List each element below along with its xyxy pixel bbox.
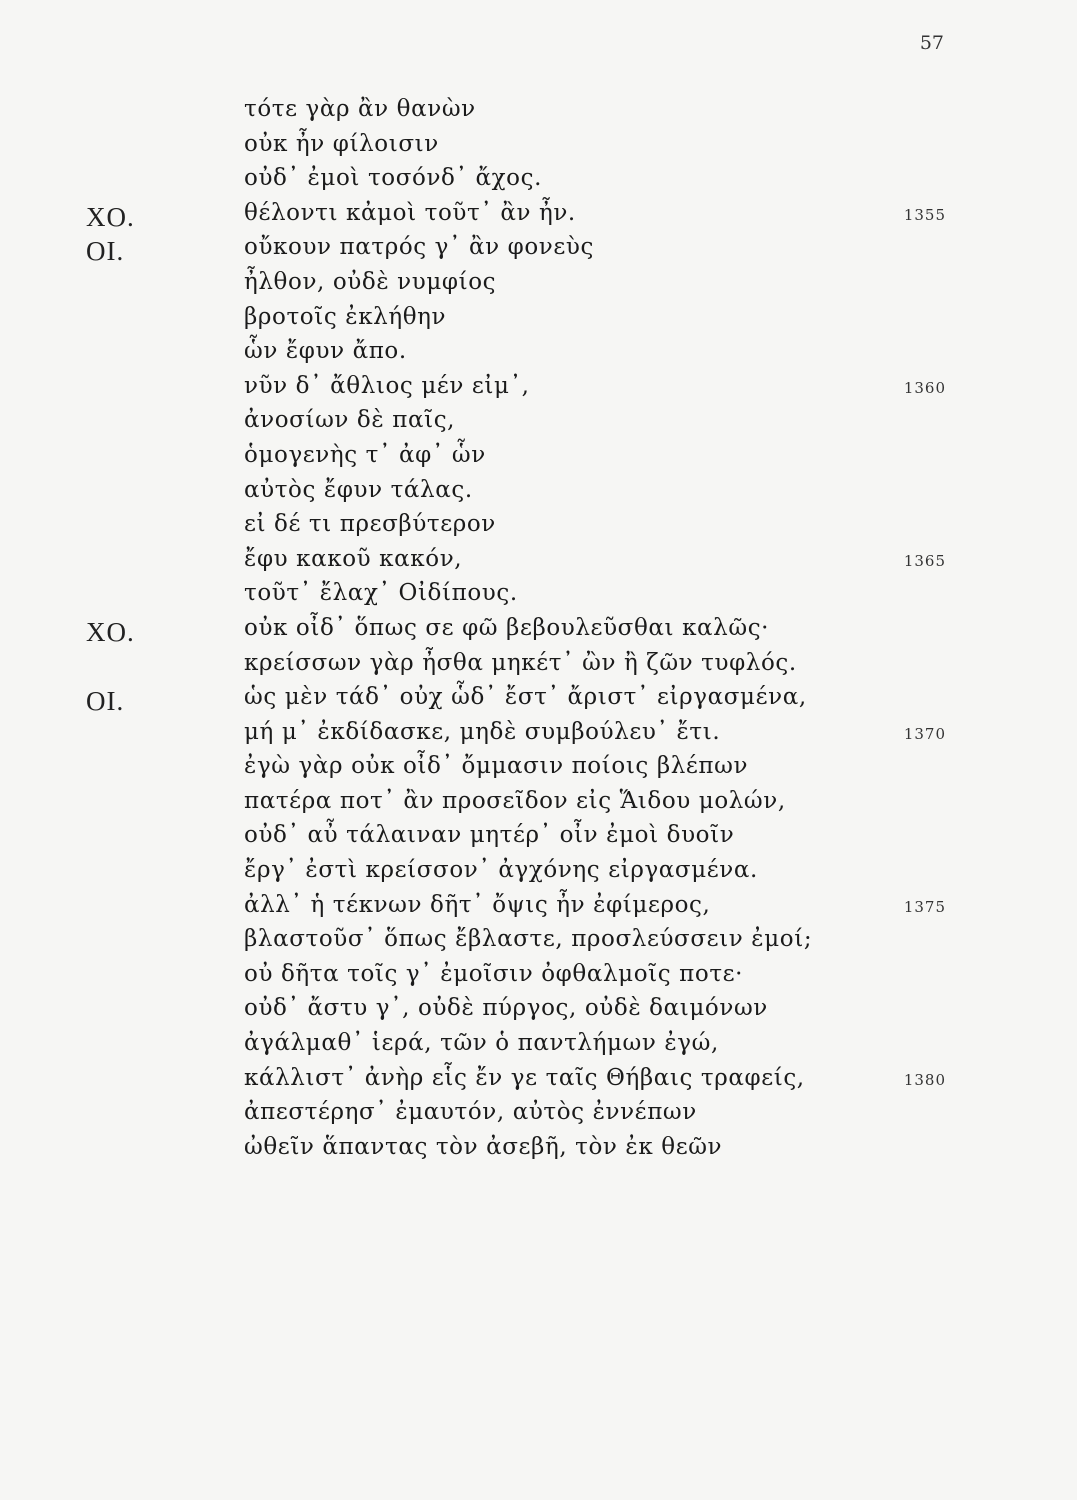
verse-line bbox=[0, 995, 1077, 1030]
verse-line bbox=[0, 822, 1077, 857]
verse-line bbox=[0, 961, 1077, 996]
verse-text: αὐτὸς ἔφυν τάλας. bbox=[244, 476, 473, 503]
verse-line bbox=[0, 580, 1077, 615]
speaker-label: ΧΟ. bbox=[86, 201, 135, 232]
verse-line bbox=[0, 546, 1077, 581]
verse-line bbox=[0, 511, 1077, 546]
verse-line bbox=[0, 96, 1077, 131]
verse-line bbox=[0, 200, 1077, 235]
verse-line bbox=[0, 684, 1077, 719]
verse-line bbox=[0, 338, 1077, 373]
verse-text: κρείσσων γὰρ ἦσθα μηκέτ᾽ ὢν ἢ ζῶν τυφλός. bbox=[244, 649, 797, 676]
verse-text: ἔφυ κακοῦ κακόν, bbox=[244, 545, 463, 572]
verse-line bbox=[0, 788, 1077, 823]
speaker-label: ΧΟ. bbox=[86, 616, 135, 647]
verse-line bbox=[0, 442, 1077, 477]
verse-text: κάλλιστ᾽ ἀνὴρ εἷς ἔν γε ταῖς Θήβαις τραφείς, bbox=[244, 1064, 805, 1091]
verse-line bbox=[0, 1030, 1077, 1065]
verse-text: οὐκ ἦν φίλοισιν bbox=[244, 130, 439, 157]
verse-text: οὐδ᾽ ἐμοὶ τοσόνδ᾽ ἄχος. bbox=[244, 165, 543, 192]
verse-line bbox=[0, 1065, 1077, 1100]
verse-line bbox=[0, 304, 1077, 339]
page-number: 57 bbox=[919, 32, 944, 54]
verse-text: οὐδ᾽ αὖ τάλαιναν μητέρ᾽ οἶν ἐμοὶ δυοῖν bbox=[244, 822, 735, 849]
verse-line bbox=[0, 234, 1077, 269]
verse-line bbox=[0, 131, 1077, 166]
verse-line bbox=[0, 857, 1077, 892]
verse-text: εἰ δέ τι πρεσβύτερον bbox=[244, 511, 496, 538]
line-number: 1370 bbox=[903, 724, 946, 743]
line-number: 1365 bbox=[903, 551, 946, 570]
verse-line bbox=[0, 477, 1077, 512]
verse-line bbox=[0, 373, 1077, 408]
verse-text: ἀνοσίων δὲ παῖς, bbox=[244, 407, 456, 434]
verse-text: ἀπεστέρησ᾽ ἐμαυτόν, αὐτὸς ἐννέπων bbox=[244, 1099, 697, 1126]
verse-text: ὧν ἔφυν ἄπο. bbox=[244, 338, 407, 365]
verse-text: ὠθεῖν ἅπαντας τὸν ἀσεβῆ, τὸν ἐκ θεῶν bbox=[244, 1133, 723, 1160]
verse-text: οὔκουν πατρός γ᾽ ἂν φονεὺς bbox=[244, 234, 594, 261]
verse-text: ὡς μὲν τάδ᾽ οὐχ ὧδ᾽ ἔστ᾽ ἄριστ᾽ εἰργασμένα, bbox=[244, 684, 807, 711]
verse-text: οὐ δῆτα τοῖς γ᾽ ἐμοῖσιν ὀφθαλμοῖς ποτε· bbox=[244, 960, 744, 987]
verse-line bbox=[0, 926, 1077, 961]
verse-text: νῦν δ᾽ ἄθλιος μέν εἰμ᾽, bbox=[244, 372, 530, 399]
speaker-label: ΟΙ. bbox=[86, 236, 125, 267]
verse-text: βροτοῖς ἐκλήθην bbox=[244, 303, 447, 330]
verse-text: βλαστοῦσ᾽ ὅπως ἔβλαστε, προσλεύσσειν ἐμοί; bbox=[244, 926, 813, 953]
verse-text: ἔργ᾽ ἐστὶ κρείσσον᾽ ἀγχόνης εἰργασμένα. bbox=[244, 857, 758, 884]
verse-text: πατέρα ποτ᾽ ἂν προσεῖδον εἰς Ἅιδου μολών, bbox=[244, 787, 786, 814]
verse-text: τοῦτ᾽ ἔλαχ᾽ Οἰδίπους. bbox=[244, 580, 518, 607]
verse-text: ἀγάλμαθ᾽ ἱερά, τῶν ὁ παντλήμων ἐγώ, bbox=[244, 1030, 719, 1057]
verse-block bbox=[0, 96, 1077, 1168]
verse-line bbox=[0, 1134, 1077, 1169]
verse-text: θέλοντι κἀμοὶ τοῦτ᾽ ἂν ἦν. bbox=[244, 199, 576, 226]
verse-line bbox=[0, 407, 1077, 442]
verse-text: οὐδ᾽ ἄστυ γ᾽, οὐδὲ πύργος, οὐδὲ δαιμόνων bbox=[244, 995, 768, 1022]
speaker-label: ΟΙ. bbox=[86, 686, 125, 717]
verse-line bbox=[0, 719, 1077, 754]
line-number: 1360 bbox=[903, 378, 946, 397]
verse-text: τότε γὰρ ἂν θανὼν bbox=[244, 96, 476, 122]
verse-line bbox=[0, 1099, 1077, 1134]
verse-text: ἦλθον, οὐδὲ νυμφίος bbox=[244, 268, 497, 295]
verse-text: μή μ᾽ ἐκδίδασκε, μηδὲ συμβούλευ᾽ ἔτι. bbox=[244, 718, 721, 745]
line-number: 1355 bbox=[903, 205, 946, 224]
verse-text: οὐκ οἶδ᾽ ὅπως σε φῶ βεβουλεῦσθαι καλῶς· bbox=[244, 614, 770, 641]
verse-line bbox=[0, 650, 1077, 685]
verse-line bbox=[0, 615, 1077, 650]
line-number: 1375 bbox=[903, 897, 946, 916]
verse-text: ἀλλ᾽ ἡ τέκνων δῆτ᾽ ὄψις ἦν ἐφίμερος, bbox=[244, 891, 711, 918]
verse-line bbox=[0, 269, 1077, 304]
verse-line bbox=[0, 753, 1077, 788]
verse-line bbox=[0, 892, 1077, 927]
verse-text: ὁμογενὴς τ᾽ ἀφ᾽ ὧν bbox=[244, 441, 486, 468]
verse-text: ἐγὼ γὰρ οὐκ οἶδ᾽ ὄμμασιν ποίοις βλέπων bbox=[244, 753, 749, 780]
verse-line bbox=[0, 165, 1077, 200]
line-number: 1380 bbox=[903, 1070, 946, 1089]
